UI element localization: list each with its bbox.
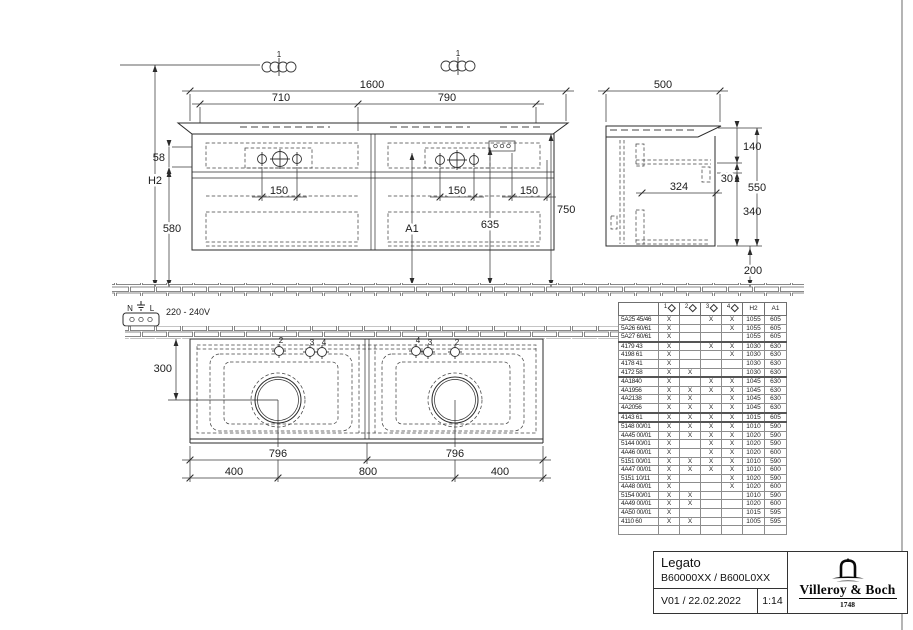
dim-tap-spacing-right1: 150 bbox=[447, 185, 467, 197]
mark-cell: X bbox=[722, 457, 743, 466]
power-note bbox=[123, 301, 210, 326]
callout-circle-icon bbox=[409, 344, 423, 358]
dim-edge-left: 400 bbox=[224, 466, 244, 478]
h2-value: 1055 bbox=[743, 324, 765, 333]
mark-cell bbox=[680, 377, 701, 386]
dim-unit-height: 750 bbox=[557, 204, 576, 216]
spec-row bbox=[619, 377, 787, 386]
mark-cell: X bbox=[659, 474, 680, 483]
dim-clearance: 200 bbox=[743, 265, 763, 277]
mark-cell bbox=[701, 474, 722, 483]
mark-cell: X bbox=[659, 351, 680, 360]
mark-cell: X bbox=[659, 422, 680, 431]
a1-value: 630 bbox=[765, 386, 787, 395]
mark-cell: X bbox=[701, 386, 722, 395]
spec-row bbox=[619, 500, 787, 509]
a1-value: 590 bbox=[765, 440, 787, 449]
mark-cell: X bbox=[701, 466, 722, 475]
mark-cell: X bbox=[722, 431, 743, 440]
mark-cell bbox=[701, 509, 722, 518]
mark-cell: X bbox=[680, 413, 701, 423]
spec-row bbox=[619, 395, 787, 404]
a1-value: 630 bbox=[765, 403, 787, 412]
mark-cell: X bbox=[659, 509, 680, 518]
empty-row bbox=[619, 526, 787, 535]
callout-circle-icon bbox=[315, 345, 329, 359]
empty-cell bbox=[680, 526, 701, 535]
brand-name: Villeroy & Boch bbox=[799, 582, 896, 597]
mark-cell: X bbox=[659, 500, 680, 509]
article-no: 4178 41 bbox=[619, 359, 659, 368]
mark-cell: X bbox=[701, 422, 722, 431]
a1-value: 590 bbox=[765, 474, 787, 483]
spec-row bbox=[619, 422, 787, 431]
empty-cell bbox=[701, 526, 722, 535]
mark-cell: X bbox=[659, 517, 680, 526]
h2-value: 1045 bbox=[743, 403, 765, 412]
mark-cell: X bbox=[701, 413, 722, 423]
a1-value: 630 bbox=[765, 359, 787, 368]
mark-cell: X bbox=[680, 403, 701, 412]
mark-cell: X bbox=[659, 359, 680, 368]
h2-value: 1015 bbox=[743, 509, 765, 518]
article-no: 4A1956 bbox=[619, 386, 659, 395]
mark-cell: X bbox=[722, 403, 743, 412]
spec-row bbox=[619, 316, 787, 325]
a1-value: 595 bbox=[765, 509, 787, 518]
mark-cell: X bbox=[722, 483, 743, 492]
h2-value: 1020 bbox=[743, 440, 765, 449]
h2-value: 1030 bbox=[743, 342, 765, 351]
mark-cell: X bbox=[659, 491, 680, 500]
col-header-4: 4 bbox=[722, 303, 743, 316]
mark-cell: X bbox=[722, 351, 743, 360]
title-block-bottom-row bbox=[654, 588, 787, 613]
empty-cell bbox=[619, 526, 659, 535]
a1-value: 600 bbox=[765, 500, 787, 509]
four-pointed-star-icon bbox=[710, 304, 718, 312]
mark-cell bbox=[701, 359, 722, 368]
mark-cell: X bbox=[659, 377, 680, 386]
spec-row bbox=[619, 517, 787, 526]
h2-value: 1010 bbox=[743, 466, 765, 475]
mark-cell: X bbox=[722, 377, 743, 386]
a1-value: 630 bbox=[765, 395, 787, 404]
article-no: 4A46 00/01 bbox=[619, 448, 659, 457]
h2-value: 1055 bbox=[743, 333, 765, 342]
spec-row bbox=[619, 466, 787, 475]
a1-value: 590 bbox=[765, 422, 787, 431]
tap-hole-icon bbox=[447, 150, 467, 170]
spec-table-body bbox=[619, 316, 787, 535]
countertop-side bbox=[606, 126, 721, 137]
h2-value: 1030 bbox=[743, 359, 765, 368]
callout-label: 4 bbox=[415, 336, 421, 345]
mark-cell bbox=[701, 324, 722, 333]
mark-cell: X bbox=[659, 466, 680, 475]
a1-value: 600 bbox=[765, 483, 787, 492]
mark-cell: X bbox=[680, 491, 701, 500]
mark-cell: X bbox=[722, 316, 743, 325]
spec-row bbox=[619, 483, 787, 492]
dim-inner-depth: 324 bbox=[669, 181, 689, 193]
h2-value: 1055 bbox=[743, 316, 765, 325]
article-no: 5A26 60/61 bbox=[619, 324, 659, 333]
mark-cell: X bbox=[701, 431, 722, 440]
h2-value: 1010 bbox=[743, 491, 765, 500]
dim-center-span: 800 bbox=[358, 466, 378, 478]
dim-apron-height: 58 bbox=[152, 152, 165, 164]
spec-row bbox=[619, 333, 787, 342]
dim-total-width: 1600 bbox=[359, 79, 385, 91]
article-col-header bbox=[619, 303, 659, 316]
callout-label: 2 bbox=[454, 338, 460, 347]
mark-cell bbox=[680, 448, 701, 457]
earth-ground-icon bbox=[137, 301, 145, 310]
a1-value: 605 bbox=[765, 413, 787, 423]
mark-cell: X bbox=[680, 517, 701, 526]
dim-edge-right: 400 bbox=[490, 466, 510, 478]
cabinet-body bbox=[192, 134, 554, 250]
mark-cell bbox=[701, 333, 722, 342]
callout-label: 3 bbox=[309, 338, 315, 347]
mark-cell: X bbox=[659, 448, 680, 457]
mark-cell: X bbox=[659, 403, 680, 412]
mark-cell bbox=[722, 517, 743, 526]
product-name: Legato bbox=[661, 555, 701, 570]
mark-cell: X bbox=[722, 395, 743, 404]
a1-value: 600 bbox=[765, 466, 787, 475]
h2-value: 1020 bbox=[743, 431, 765, 440]
empty-cell bbox=[765, 526, 787, 535]
article-series: B60000XX / B600L0XX bbox=[661, 572, 771, 584]
h2-value: 1045 bbox=[743, 395, 765, 404]
article-no: 5151 00/01 bbox=[619, 457, 659, 466]
mark-cell bbox=[701, 395, 722, 404]
article-no: 4A50 00/01 bbox=[619, 509, 659, 518]
mark-cell bbox=[701, 491, 722, 500]
article-no: 4A2056 bbox=[619, 403, 659, 412]
mark-cell bbox=[701, 351, 722, 360]
article-no: 5A27 60/61 bbox=[619, 333, 659, 342]
tap-hole-icon bbox=[258, 152, 267, 166]
mark-cell: X bbox=[659, 457, 680, 466]
wire-n-label: N bbox=[127, 304, 133, 313]
callout-circle-icon bbox=[272, 344, 286, 358]
mark-cell bbox=[701, 368, 722, 377]
mark-cell bbox=[680, 440, 701, 449]
h2-value: 1045 bbox=[743, 377, 765, 386]
article-no: 4179 43 bbox=[619, 342, 659, 351]
mark-cell: X bbox=[680, 395, 701, 404]
h2-value: 1005 bbox=[743, 517, 765, 526]
mark-cell: X bbox=[680, 466, 701, 475]
dim-outlet-ref: A1 bbox=[405, 223, 419, 235]
mark-cell bbox=[722, 368, 743, 377]
callout-label: 2 bbox=[278, 336, 284, 345]
floor-hatch bbox=[112, 283, 804, 296]
mark-cell bbox=[722, 333, 743, 342]
dim-left-section: 710 bbox=[271, 92, 291, 104]
tap-hole-icon bbox=[293, 152, 302, 166]
spec-row bbox=[619, 474, 787, 483]
mark-cell: X bbox=[680, 422, 701, 431]
mark-cell: X bbox=[722, 466, 743, 475]
drawing-scale: 1:14 bbox=[762, 595, 783, 607]
h2-value: 1020 bbox=[743, 474, 765, 483]
dim-depth: 500 bbox=[653, 79, 673, 91]
dim-upper-drawer: 140 bbox=[743, 141, 762, 153]
mark-cell: X bbox=[722, 324, 743, 333]
a1-value: 595 bbox=[765, 517, 787, 526]
mark-cell: X bbox=[680, 431, 701, 440]
col-header-h2: H2 bbox=[743, 303, 765, 316]
spec-row bbox=[619, 509, 787, 518]
article-no: 5144 00/01 bbox=[619, 440, 659, 449]
mark-cell: X bbox=[701, 342, 722, 351]
socket-outlet-icon bbox=[123, 313, 159, 326]
mark-cell: X bbox=[680, 386, 701, 395]
mark-cell bbox=[680, 359, 701, 368]
countertop bbox=[178, 123, 568, 134]
article-no: 4110 60 bbox=[619, 517, 659, 526]
callout-cloud-icon bbox=[441, 57, 475, 75]
tap-hole-icon bbox=[436, 153, 445, 167]
article-no: 5148 00/01 bbox=[619, 422, 659, 431]
mark-cell: X bbox=[659, 413, 680, 423]
mark-cell bbox=[722, 491, 743, 500]
mark-cell bbox=[680, 333, 701, 342]
col-header-a1: A1 bbox=[765, 303, 787, 316]
a1-value: 605 bbox=[765, 316, 787, 325]
mark-cell bbox=[701, 500, 722, 509]
wire-l-label: L bbox=[149, 304, 155, 313]
a1-value: 590 bbox=[765, 457, 787, 466]
callout-1-label: 1 bbox=[455, 49, 461, 58]
spec-row bbox=[619, 491, 787, 500]
mark-cell: X bbox=[659, 342, 680, 351]
dim-right-section: 790 bbox=[437, 92, 457, 104]
callout-circle-icon bbox=[448, 345, 462, 359]
h2-value: 1020 bbox=[743, 483, 765, 492]
callout-1-label: 1 bbox=[276, 50, 282, 59]
mark-cell: X bbox=[701, 377, 722, 386]
mark-cell bbox=[680, 324, 701, 333]
mark-cell: X bbox=[722, 474, 743, 483]
mark-cell: X bbox=[722, 342, 743, 351]
spec-table-header bbox=[619, 303, 787, 316]
mark-cell: X bbox=[659, 395, 680, 404]
a1-value: 630 bbox=[765, 342, 787, 351]
dim-lower-height: 580 bbox=[162, 223, 182, 235]
dim-height-ref: H2 bbox=[147, 175, 163, 187]
mark-cell: X bbox=[659, 333, 680, 342]
a1-value: 630 bbox=[765, 368, 787, 377]
mark-cell: X bbox=[659, 386, 680, 395]
a1-value: 630 bbox=[765, 377, 787, 386]
callout-cloud-icon bbox=[262, 58, 296, 76]
side-view bbox=[598, 79, 766, 287]
plan-view bbox=[154, 336, 551, 482]
h2-value: 1010 bbox=[743, 422, 765, 431]
tap-hole-icon bbox=[270, 149, 290, 169]
spec-row bbox=[619, 403, 787, 412]
mark-cell: X bbox=[701, 440, 722, 449]
mark-cell bbox=[722, 509, 743, 518]
h2-value: 1030 bbox=[743, 368, 765, 377]
dim-tap-spacing-right2: 150 bbox=[519, 185, 539, 197]
article-no: 5A25 45/46 bbox=[619, 316, 659, 325]
h2-value: 1015 bbox=[743, 413, 765, 423]
dim-lower-drawer: 340 bbox=[743, 206, 762, 218]
front-view bbox=[120, 49, 575, 287]
col-header-1: 1 bbox=[659, 303, 680, 316]
mark-cell bbox=[701, 517, 722, 526]
mark-cell: X bbox=[722, 448, 743, 457]
mark-cell: X bbox=[680, 368, 701, 377]
mark-cell: X bbox=[680, 500, 701, 509]
callout-circle-icon bbox=[421, 345, 435, 359]
mark-cell: X bbox=[722, 422, 743, 431]
mark-cell: X bbox=[701, 457, 722, 466]
mark-cell bbox=[680, 316, 701, 325]
dim-outlet-height: 635 bbox=[480, 219, 500, 231]
mark-cell bbox=[680, 483, 701, 492]
dim-body-height: 550 bbox=[747, 182, 767, 194]
mark-cell: X bbox=[722, 386, 743, 395]
article-no: 4198 61 bbox=[619, 351, 659, 360]
spec-row bbox=[619, 448, 787, 457]
callout-label: 4 bbox=[321, 338, 327, 347]
spec-table bbox=[618, 302, 787, 535]
mark-cell: X bbox=[659, 324, 680, 333]
spec-row bbox=[619, 351, 787, 360]
mark-cell: X bbox=[722, 413, 743, 423]
spec-row bbox=[619, 413, 787, 423]
callout-circle-icon bbox=[303, 345, 317, 359]
mark-cell: X bbox=[722, 440, 743, 449]
article-no: 5154 00/01 bbox=[619, 491, 659, 500]
dim-gap: 30 bbox=[720, 173, 733, 185]
mark-cell bbox=[722, 359, 743, 368]
voltage-label: 220 - 240V bbox=[166, 307, 211, 317]
a1-value: 605 bbox=[765, 324, 787, 333]
spec-row bbox=[619, 324, 787, 333]
mark-cell bbox=[680, 474, 701, 483]
spec-row bbox=[619, 431, 787, 440]
mark-cell bbox=[701, 483, 722, 492]
socket-icon bbox=[489, 141, 515, 151]
article-no: 4A47 00/01 bbox=[619, 466, 659, 475]
callout-label: 3 bbox=[427, 338, 433, 347]
dim-basin-center-left: 796 bbox=[268, 448, 288, 460]
mark-cell: X bbox=[659, 431, 680, 440]
dim-basin-center-right: 796 bbox=[445, 448, 465, 460]
article-no: 4172 58 bbox=[619, 368, 659, 377]
dim-wall-distance: 300 bbox=[153, 363, 172, 375]
col-header-3: 3 bbox=[701, 303, 722, 316]
spec-row bbox=[619, 342, 787, 351]
mark-cell bbox=[680, 351, 701, 360]
mark-cell: X bbox=[701, 316, 722, 325]
mark-cell bbox=[680, 342, 701, 351]
mark-cell bbox=[722, 500, 743, 509]
cabinet-side bbox=[606, 136, 715, 246]
empty-cell bbox=[743, 526, 765, 535]
title-block bbox=[653, 551, 908, 614]
dim-tap-spacing-left: 150 bbox=[269, 185, 289, 197]
h2-value: 1010 bbox=[743, 457, 765, 466]
empty-cell bbox=[659, 526, 680, 535]
mark-cell: X bbox=[680, 457, 701, 466]
vb-fountain-icon bbox=[825, 557, 871, 583]
mark-cell: X bbox=[659, 483, 680, 492]
article-no: 4A45 00/01 bbox=[619, 431, 659, 440]
mark-cell: X bbox=[701, 448, 722, 457]
brand-year: 1748 bbox=[840, 600, 855, 609]
spec-row bbox=[619, 386, 787, 395]
tap-hole-icon bbox=[470, 153, 479, 167]
article-no: 4A2138 bbox=[619, 395, 659, 404]
article-no: 4A49 00/01 bbox=[619, 500, 659, 509]
empty-cell bbox=[722, 526, 743, 535]
mark-cell: X bbox=[659, 440, 680, 449]
spec-row bbox=[619, 368, 787, 377]
spec-row bbox=[619, 440, 787, 449]
h2-value: 1020 bbox=[743, 448, 765, 457]
article-no: 5151 10/11 bbox=[619, 474, 659, 483]
mark-cell: X bbox=[659, 316, 680, 325]
four-pointed-star-icon bbox=[689, 304, 697, 312]
mark-cell: X bbox=[659, 368, 680, 377]
version-date: V01 / 22.02.2022 bbox=[654, 589, 758, 613]
article-no: 4A1840 bbox=[619, 377, 659, 386]
a1-value: 605 bbox=[765, 333, 787, 342]
brand-logo bbox=[788, 552, 907, 613]
four-pointed-star-icon bbox=[731, 304, 739, 312]
title-block-left bbox=[654, 552, 788, 613]
four-pointed-star-icon bbox=[668, 304, 676, 312]
a1-value: 630 bbox=[765, 351, 787, 360]
article-no: 4A48 00/01 bbox=[619, 483, 659, 492]
wall-hatch bbox=[125, 326, 618, 339]
h2-value: 1030 bbox=[743, 351, 765, 360]
mark-cell: X bbox=[701, 403, 722, 412]
a1-value: 600 bbox=[765, 448, 787, 457]
spec-row bbox=[619, 359, 787, 368]
a1-value: 590 bbox=[765, 491, 787, 500]
a1-value: 590 bbox=[765, 431, 787, 440]
h2-value: 1020 bbox=[743, 500, 765, 509]
product-info bbox=[654, 552, 787, 588]
article-no: 4143 61 bbox=[619, 413, 659, 423]
mark-cell bbox=[680, 509, 701, 518]
h2-value: 1045 bbox=[743, 386, 765, 395]
spec-row bbox=[619, 457, 787, 466]
col-header-2: 2 bbox=[680, 303, 701, 316]
